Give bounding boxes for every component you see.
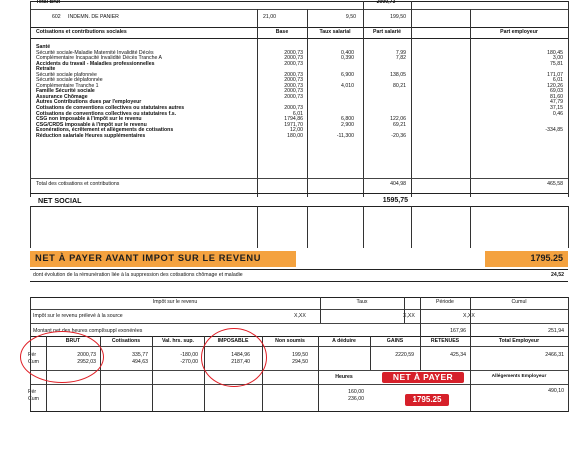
cotis-base: 1971,70 bbox=[284, 121, 303, 128]
allegements-label: Allégements Employeur bbox=[491, 374, 547, 379]
imposable-per: 1484,96 bbox=[231, 352, 250, 358]
net-avant-impot-note-value: 24,52 bbox=[551, 272, 564, 278]
net-avant-impot-label: NET À PAYER AVANT IMPOT SUR LE REVENU bbox=[35, 253, 262, 263]
allegements-per: 490,10 bbox=[548, 388, 564, 394]
cotis-label: Autres Contributions dues par l'employeur bbox=[36, 99, 142, 106]
cumul-header: Cumul bbox=[511, 299, 527, 305]
cotis-label: Réduction salariale Heures supplémentaires bbox=[36, 132, 146, 139]
val-hrs-cum: -270,00 bbox=[180, 358, 198, 365]
bottom-val-hrs bbox=[162, 352, 198, 365]
cotis-label: Complémentaire Incapacité Invalidité Décès Tranche A bbox=[36, 55, 163, 62]
cotis-label-retraite: Retraite bbox=[36, 66, 56, 73]
cotis-label: Sécurité sociale déplafonnée bbox=[36, 77, 103, 84]
bottom-header-a-deduire: A déduire bbox=[332, 338, 356, 344]
cotis-partemp: 6,01 bbox=[552, 77, 563, 84]
cotis-label: Sécurité sociale-Maladie Maternité Invalidité Décès bbox=[36, 49, 154, 56]
cotis-label: CSG non imposable à l'impôt sur le revenu bbox=[36, 116, 142, 123]
cotis-header-partemp: Part employeur bbox=[500, 29, 538, 35]
cotis-label: Accidents du travail - Maladies professionnelles bbox=[36, 60, 155, 67]
cotis-taux: 6,800 bbox=[341, 116, 354, 123]
cotis-base: 2000,73 bbox=[284, 93, 303, 100]
panier-taux: 9,50 bbox=[345, 14, 356, 20]
imposable-highlight-circle bbox=[201, 328, 267, 387]
cotis-base: 6,01 bbox=[292, 110, 303, 117]
cotis-partsal: 138,05 bbox=[390, 71, 406, 78]
cotisations-cum: 494,63 bbox=[132, 358, 148, 365]
impot-row2-label: Montant net des heures compl/suppl exonérées bbox=[33, 328, 143, 334]
cotis-taux: 0,400 bbox=[341, 49, 354, 56]
bottom-header-total-employeur: Total Employeur bbox=[498, 338, 540, 344]
cum-label: Cum bbox=[28, 395, 39, 402]
cotis-partemp: 81,60 bbox=[550, 93, 563, 100]
cotis-partsal: 7,82 bbox=[395, 55, 406, 62]
per-label: Pér bbox=[28, 389, 37, 395]
cotis-base: 2000,73 bbox=[284, 77, 303, 84]
cotis-header-label: Cotisations et contributions sociales bbox=[36, 29, 127, 35]
cotis-base: 2000,73 bbox=[284, 55, 303, 62]
cotis-base: 2000,73 bbox=[284, 71, 303, 78]
cotis-label: Famille Sécurité sociale bbox=[36, 88, 95, 95]
cotis-base: 2000,73 bbox=[284, 49, 303, 56]
cotis-header-partsal: Part salarié bbox=[373, 29, 401, 35]
cotis-total-sal: 404,98 bbox=[390, 181, 406, 187]
impot-row2-periode: 167,96 bbox=[450, 328, 466, 334]
cotis-partemp: 120,26 bbox=[547, 82, 563, 89]
net-social-value: 1595,75 bbox=[382, 197, 408, 204]
heures-cum: 236,00 bbox=[348, 395, 364, 402]
cotis-taux: 0,390 bbox=[341, 55, 354, 62]
cotis-partemp: 180,45 bbox=[547, 49, 563, 56]
net-a-payer-label-badge: NET À PAYER bbox=[382, 372, 464, 383]
bottom-header-retenues: RETENUES bbox=[430, 338, 460, 344]
taux-header: Taux bbox=[356, 299, 368, 305]
impot-row1-xxx: X,XX bbox=[294, 313, 306, 319]
bottom-header-brut: BRUT bbox=[65, 338, 81, 344]
cotis-taux: -11,300 bbox=[336, 132, 354, 139]
bottom-header-val-hrs: Val. hrs. sup. bbox=[161, 338, 194, 344]
cotis-base: 180,00 bbox=[287, 132, 303, 139]
cotis-header-taux: Taux salarial bbox=[319, 29, 351, 35]
bottom-header-non-soumis: Non soumis bbox=[275, 338, 305, 344]
total-brut-label: Total Brut bbox=[36, 0, 61, 5]
cotis-total-label: Total des cotisations et contributions bbox=[36, 181, 120, 187]
gains-per: 2220,59 bbox=[395, 352, 414, 358]
cotis-label: Cotisations de conventions collectives ou statutaires autres bbox=[36, 105, 185, 112]
cotis-partsal: 122,06 bbox=[390, 116, 406, 123]
impot-row1-label: Impôt sur le revenu prélevé à la source bbox=[33, 313, 123, 319]
cotis-partemp: -334,85 bbox=[545, 127, 563, 134]
cotis-partemp: 0,46 bbox=[552, 110, 563, 117]
cotis-label: CSG/CRDS imposable à l'impôt sur le revenu bbox=[36, 121, 147, 128]
imposable-cum: 2187,40 bbox=[231, 358, 250, 365]
cotis-taux: 6,900 bbox=[341, 71, 354, 78]
periode-header: Période bbox=[436, 299, 454, 305]
impot-row2-cumul: 251,94 bbox=[548, 328, 564, 334]
non-soumis-cum: 294,50 bbox=[292, 358, 308, 365]
cotisations-per: 335,77 bbox=[132, 352, 148, 358]
cotis-label: Exonérations, écrêtement et allègements de cotisations bbox=[36, 127, 174, 134]
cotis-taux-col bbox=[318, 45, 354, 139]
bottom-non-soumis bbox=[272, 352, 308, 365]
cotis-base: 2000,73 bbox=[284, 105, 303, 112]
heures-per: 160,00 bbox=[348, 389, 364, 395]
cotis-partsal: 7,99 bbox=[395, 49, 406, 56]
cotis-partsal: 69,21 bbox=[393, 121, 406, 128]
cotis-taux: 2,900 bbox=[341, 121, 354, 128]
cotis-partemp: 47,79 bbox=[550, 99, 563, 106]
brut-cum: 2952,03 bbox=[77, 358, 96, 365]
bottom-cotisations bbox=[112, 352, 148, 365]
cotis-base: 2000,73 bbox=[284, 60, 303, 67]
cotis-partemp: 75,81 bbox=[550, 60, 563, 67]
cotis-label: Cotisations de conventions collectives ou statutaires f.s. bbox=[36, 110, 177, 117]
cotis-partemp-col bbox=[525, 45, 563, 139]
net-a-payer-value-badge: 1795.25 bbox=[405, 394, 449, 406]
cotis-label: Sécurité sociale plafonnée bbox=[36, 71, 97, 78]
bottom-header-imposable: IMPOSABLE bbox=[217, 338, 249, 344]
cum-label: Cum bbox=[28, 358, 39, 365]
cotis-labels bbox=[36, 45, 184, 139]
cotis-taux: 4,010 bbox=[341, 82, 354, 89]
heures-label: Heures bbox=[335, 374, 353, 380]
bottom-total-employeur bbox=[520, 352, 564, 359]
panier-code: 602 bbox=[52, 14, 61, 20]
net-avant-impot-note: dont évolution de la rémunération liée à la suppression des cotisations chômage et maladie bbox=[33, 272, 243, 278]
cotis-partsal-col bbox=[370, 45, 406, 139]
impot-row1-xxx: X,XX bbox=[463, 313, 475, 319]
brut-highlight-circle bbox=[20, 331, 104, 383]
cotis-partemp: 171,07 bbox=[547, 71, 563, 78]
net-social-label: NET SOCIAL bbox=[38, 196, 82, 205]
cotis-partsal: 80,21 bbox=[393, 82, 406, 89]
cotis-base: 2000,73 bbox=[284, 82, 303, 89]
cotis-partemp: 3,00 bbox=[552, 55, 563, 62]
total-employeur-per: 2466,31 bbox=[545, 352, 564, 358]
per-label: Pér bbox=[28, 352, 37, 358]
total-brut-value: 2000,73 bbox=[376, 0, 396, 5]
cotis-total-emp: 465,58 bbox=[547, 181, 563, 187]
cotis-base: 1794,86 bbox=[284, 116, 303, 123]
cotis-base: 12,00 bbox=[290, 127, 303, 134]
cotis-base-col bbox=[265, 45, 303, 139]
net-avant-impot-value: 1795.25 bbox=[530, 253, 563, 263]
cotis-label-sante: Santé bbox=[36, 44, 51, 50]
cotis-label: Complémentaire Tranche 1 bbox=[36, 82, 99, 89]
cotis-partemp bbox=[525, 134, 563, 140]
panier-montant: 199,50 bbox=[390, 14, 406, 20]
bottom-header-cotisations: Cotisations bbox=[111, 338, 141, 344]
cotis-label: Assurance Chômage bbox=[36, 93, 88, 100]
cotis-base: 2000,73 bbox=[284, 88, 303, 95]
bottom-gains bbox=[378, 352, 414, 359]
bottom-retenues bbox=[430, 352, 466, 359]
heures-values bbox=[328, 389, 364, 402]
impot-header: Impôt sur le revenu bbox=[152, 299, 198, 305]
impot-row1-xxx: X,XX bbox=[403, 313, 415, 319]
cotis-partemp: 37,15 bbox=[550, 105, 563, 112]
bottom-header-gains: GAINS bbox=[386, 338, 404, 344]
val-hrs-per: -180,00 bbox=[180, 352, 198, 358]
panier-label: INDEMN. DE PANIER bbox=[68, 14, 119, 20]
panier-base: 21,00 bbox=[263, 14, 276, 20]
cotis-partsal: -20,36 bbox=[391, 132, 406, 139]
non-soumis-per: 199,50 bbox=[292, 352, 308, 358]
brut-per: 2000,73 bbox=[77, 352, 96, 358]
cotis-partemp: 69,03 bbox=[550, 88, 563, 95]
retenues-per: 425,34 bbox=[450, 352, 466, 358]
cotis-header-base: Base bbox=[275, 29, 289, 35]
